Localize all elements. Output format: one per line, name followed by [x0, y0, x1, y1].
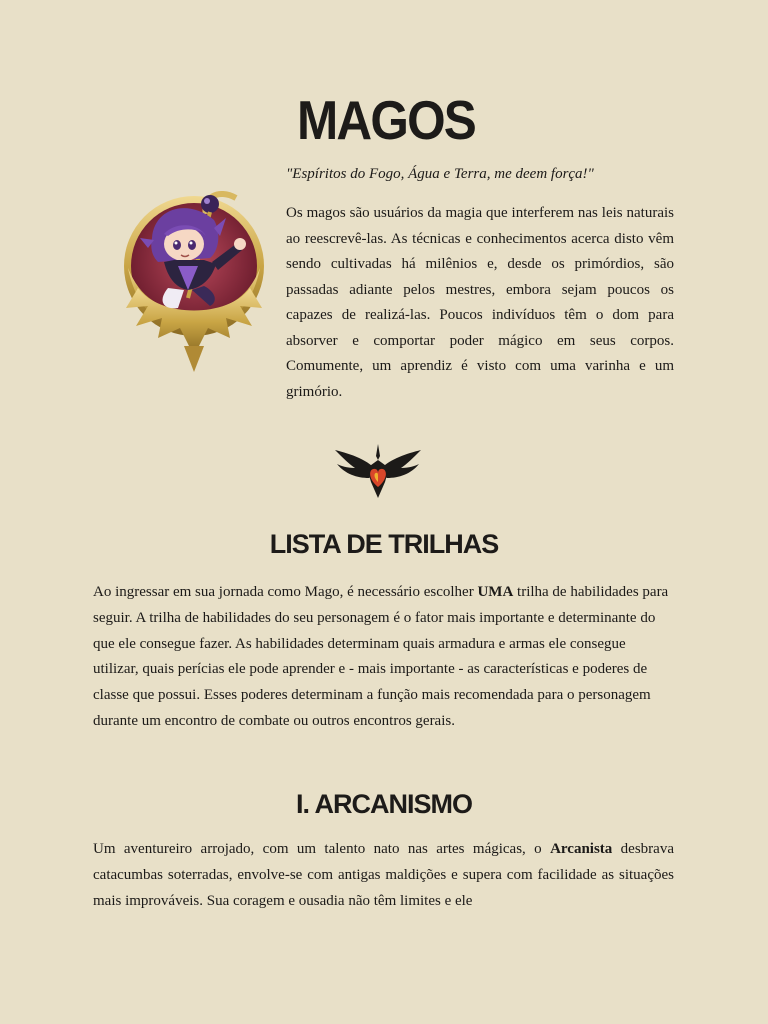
class-quote: "Espíritos do Fogo, Água e Terra, me deem força!"	[286, 166, 594, 182]
trilhas-paragraph: Ao ingressar em sua jornada como Mago, é necessário escolher UMA trilha de habilidades para seguir. A trilha de habilidades do seu personagem é o fator mais importante e determinante do que ele consegue fazer. As habilidades determinam quais armadura e armas ele consegue utilizar, quais perícias ele pode aprender e - mais importante - as características e poderes de classe que possui. Esses poderes determinam a função mais recomendada para o personagem durante um encontro de combate ou outros encontros gerais.	[93, 584, 669, 729]
page-title: MAGOS	[296, 89, 476, 151]
emphasis-arcanista: Arcanista	[550, 841, 613, 857]
arcanismo-paragraph: Um aventureiro arrojado, com um talento nato nas artes mágicas, o Arcanista desbrava catacumbas soterradas, envolve-se com antigas maldições e supera com facilidade as situações mais improváveis. Sua coragem e ousadia não têm limites e ele	[93, 841, 674, 909]
section-heading-trilhas: LISTA DE TRILHAS	[269, 529, 499, 559]
mage-emblem-icon	[118, 178, 270, 378]
winged-heart-emblem-icon	[333, 442, 423, 504]
emphasis-uma: UMA	[477, 584, 514, 600]
section-heading-arcanismo: I. ARCANISMO	[296, 789, 472, 819]
intro-paragraph: Os magos são usuários da magia que interferem nas leis naturais ao reescrevê-las. As técnicas e conhecimentos acerca disto vêm sendo cultivadas há milênios e, desde os primórdios, são passadas adiante pelos mestres, embora sejam poucos os capazes de realizá-las. Poucos indivíduos têm o dom para absorver e comportar poder mágico em seus corpos. Comumente, um aprendiz é visto com uma varinha e um grimório.	[286, 205, 674, 400]
